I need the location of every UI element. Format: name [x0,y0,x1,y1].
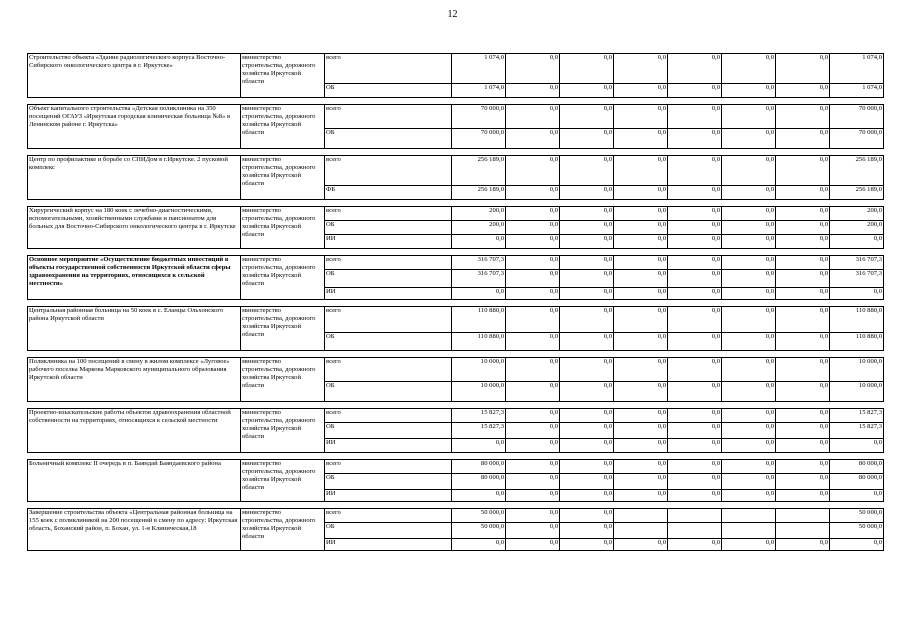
total-value: 0,0 [830,490,884,502]
year-value: 0,0 [614,186,668,200]
funding-source: всего [325,409,452,423]
row-spacer [28,98,884,105]
year-value: 0,0 [560,129,614,149]
year-value: 0,0 [614,382,668,402]
row-spacer [28,402,884,409]
year-value: 0,0 [452,490,506,502]
year-value: 0,0 [776,221,830,235]
year-value: 0,0 [560,523,614,539]
funding-source: ИИ [325,235,452,249]
year-value: 0,0 [452,539,506,551]
year-value: 0,0 [560,509,614,523]
year-value: 0,0 [668,439,722,453]
funding-source: ФБ [325,186,452,200]
total-value: 70 000,0 [830,105,884,129]
year-value: 0,0 [776,105,830,129]
project-name: Проектно-изыскательские работы объектов здравоохранения областной собственности на территориях, относящихся к сельской местности [28,409,241,453]
table-row [28,409,884,423]
year-value: 0,0 [776,409,830,423]
year-value [668,509,722,523]
year-value: 0,0 [722,221,776,235]
year-value: 0,0 [506,221,560,235]
funding-source: ИИ [325,539,452,551]
year-value: 0,0 [560,235,614,249]
funding-source: ИИ [325,490,452,502]
total-value: 15 827,3 [830,409,884,423]
project-name: Хирургический корпус на 180 коек с лечебно-диагностическими, вспомогательными, хозяйственными службами и пансионатом для больных для Восточно-Сибирского онкологического центра в г. Иркутске [28,207,241,249]
row-spacer-cell [28,249,884,256]
year-value: 0,0 [722,105,776,129]
year-value: 0,0 [722,439,776,453]
year-value: 0,0 [722,156,776,186]
funding-source: ИИ [325,439,452,453]
total-value: 256 189,0 [830,186,884,200]
year-value: 0,0 [614,409,668,423]
year-value: 0,0 [560,439,614,453]
total-value: 0,0 [830,539,884,551]
project-executor: министерство строительства, дорожного хозяйства Иркутской области [241,105,325,149]
year-value: 0,0 [614,358,668,382]
funding-source: всего [325,509,452,523]
year-value: 200,0 [452,207,506,221]
year-value [776,509,830,523]
year-value: 0,0 [668,235,722,249]
year-value: 0,0 [722,423,776,439]
year-value: 0,0 [506,490,560,502]
row-spacer-cell [28,502,884,509]
row-spacer-cell [28,453,884,460]
table-row [28,207,884,221]
year-value: 0,0 [722,382,776,402]
year-value: 0,0 [668,409,722,423]
total-value: 15 827,3 [830,423,884,439]
year-value: 0,0 [560,207,614,221]
year-value: 0,0 [776,129,830,149]
year-value: 0,0 [668,288,722,300]
year-value: 0,0 [614,474,668,490]
year-value: 80 000,0 [452,474,506,490]
year-value: 0,0 [776,156,830,186]
row-spacer-cell [28,200,884,207]
year-value: 0,0 [560,307,614,333]
project-name: Больничный комплекс II очередь в п. Баяндай Баяндаевского района [28,460,241,502]
year-value: 0,0 [506,186,560,200]
table-row [28,156,884,186]
year-value: 0,0 [722,129,776,149]
row-spacer [28,149,884,156]
budget-table-body [28,54,884,551]
row-spacer [28,502,884,509]
year-value: 0,0 [506,474,560,490]
year-value [776,523,830,539]
funding-source: ОБ [325,333,452,351]
year-value: 0,0 [722,539,776,551]
funding-source: ОБ [325,129,452,149]
funding-source: всего [325,105,452,129]
year-value: 256 189,0 [452,186,506,200]
year-value: 0,0 [776,256,830,270]
project-name: Центр по профилактике и борьбе со СПИДом в г.Иркутске. 2 пусковой комплекс [28,156,241,200]
year-value: 0,0 [614,333,668,351]
total-value: 10 000,0 [830,382,884,402]
row-spacer [28,200,884,207]
funding-source: всего [325,460,452,474]
year-value: 0,0 [452,288,506,300]
year-value: 0,0 [560,333,614,351]
page-number: 12 [447,9,458,20]
project-executor: министерство строительства, дорожного хозяйства Иркутской области [241,54,325,98]
year-value: 0,0 [776,539,830,551]
year-value: 0,0 [722,207,776,221]
year-value: 0,0 [506,256,560,270]
year-value: 0,0 [614,270,668,288]
row-spacer-cell [28,351,884,358]
funding-source: всего [325,256,452,270]
year-value: 0,0 [722,333,776,351]
total-value: 316 707,3 [830,270,884,288]
total-value: 50 000,0 [830,509,884,523]
year-value: 256 189,0 [452,156,506,186]
year-value: 0,0 [668,333,722,351]
project-executor: министерство строительства, дорожного хозяйства Иркутской области [241,509,325,551]
total-value: 0,0 [830,439,884,453]
year-value: 0,0 [614,423,668,439]
year-value: 0,0 [614,129,668,149]
year-value: 0,0 [506,105,560,129]
year-value: 0,0 [506,523,560,539]
year-value: 0,0 [614,460,668,474]
total-value: 50 000,0 [830,523,884,539]
year-value: 0,0 [668,221,722,235]
funding-source: всего [325,54,452,84]
table-row [28,256,884,270]
year-value [614,509,668,523]
year-value: 0,0 [668,539,722,551]
year-value: 0,0 [614,105,668,129]
total-value: 1 074,0 [830,54,884,84]
table-row [28,307,884,333]
funding-source: всего [325,156,452,186]
year-value: 0,0 [560,288,614,300]
year-value: 0,0 [560,409,614,423]
year-value: 0,0 [560,84,614,98]
year-value: 0,0 [668,54,722,84]
year-value: 0,0 [668,358,722,382]
year-value: 0,0 [614,84,668,98]
year-value: 0,0 [776,84,830,98]
row-spacer [28,249,884,256]
project-name: Строительство объекта «Здание радиологического корпуса Восточно-Сибирского онкологического центра в г. Иркутске» [28,54,241,98]
project-executor: министерство строительства, дорожного хозяйства Иркутской области [241,409,325,453]
project-executor: министерство строительства, дорожного хозяйства Иркутской области [241,460,325,502]
row-spacer [28,453,884,460]
year-value [722,509,776,523]
year-value: 0,0 [560,490,614,502]
year-value [722,523,776,539]
row-spacer [28,300,884,307]
year-value: 70 000,0 [452,105,506,129]
year-value: 0,0 [560,382,614,402]
project-name: Основное мероприятие «Осуществление бюджетных инвестиций в объекты государственной собственности Иркутской области сферы здравоохранения на территориях, относящихся к сельской местности» [28,256,241,300]
year-value: 0,0 [506,156,560,186]
year-value [614,523,668,539]
year-value: 0,0 [506,509,560,523]
year-value: 80 000,0 [452,460,506,474]
year-value: 70 000,0 [452,129,506,149]
year-value: 0,0 [722,490,776,502]
year-value: 0,0 [614,54,668,84]
funding-source: ОБ [325,423,452,439]
year-value: 0,0 [668,256,722,270]
year-value: 0,0 [614,221,668,235]
year-value: 0,0 [722,270,776,288]
year-value: 0,0 [614,539,668,551]
year-value: 0,0 [776,474,830,490]
year-value: 0,0 [614,490,668,502]
year-value: 0,0 [668,460,722,474]
table-row [28,460,884,474]
year-value: 0,0 [614,207,668,221]
year-value: 0,0 [776,54,830,84]
table-row [28,105,884,129]
project-name: Объект капитального строительства «Детская поликлиника на 350 посещений ОГАУЗ «Иркутская городская клиническая больница №8» в Ленинском районе г. Иркутска» [28,105,241,149]
project-name: Завершение строительства объекта «Центральная районная больница на 155 коек с поликлиникой на 200 посещений в смену по адресу: Иркутская область, Боханский район, п. Бохан, ул. 1-я Клиническая,18 [28,509,241,551]
year-value: 0,0 [506,382,560,402]
budget-table [27,53,884,551]
year-value: 110 880,0 [452,307,506,333]
year-value: 0,0 [668,105,722,129]
year-value: 0,0 [668,186,722,200]
year-value: 0,0 [722,84,776,98]
year-value: 0,0 [452,235,506,249]
total-value: 0,0 [830,235,884,249]
year-value: 0,0 [614,307,668,333]
year-value: 0,0 [506,409,560,423]
year-value: 0,0 [506,270,560,288]
total-value: 0,0 [830,288,884,300]
year-value: 0,0 [506,288,560,300]
year-value: 0,0 [722,307,776,333]
year-value: 0,0 [722,460,776,474]
year-value: 0,0 [560,221,614,235]
total-value: 1 074,0 [830,84,884,98]
year-value: 0,0 [560,54,614,84]
row-spacer-cell [28,149,884,156]
year-value: 10 000,0 [452,358,506,382]
year-value: 50 000,0 [452,509,506,523]
year-value: 0,0 [722,235,776,249]
year-value: 0,0 [776,235,830,249]
project-name: Центральная районная больница на 50 коек в с. Еланцы Ольхонского района Иркутской области [28,307,241,351]
year-value: 0,0 [668,84,722,98]
year-value: 0,0 [614,288,668,300]
year-value: 0,0 [668,474,722,490]
project-executor: министерство строительства, дорожного хозяйства Иркутской области [241,358,325,402]
year-value: 0,0 [668,270,722,288]
year-value: 0,0 [560,358,614,382]
funding-source: всего [325,307,452,333]
year-value: 0,0 [722,186,776,200]
year-value: 15 827,3 [452,409,506,423]
total-value: 80 000,0 [830,460,884,474]
funding-source: ИИ [325,288,452,300]
project-executor: министерство строительства, дорожного хозяйства Иркутской области [241,207,325,249]
year-value: 0,0 [776,490,830,502]
total-value: 200,0 [830,207,884,221]
table-row [28,358,884,382]
funding-source: ОБ [325,382,452,402]
project-executor: министерство строительства, дорожного хозяйства Иркутской области [241,256,325,300]
year-value: 0,0 [506,54,560,84]
year-value: 0,0 [560,539,614,551]
funding-source: ОБ [325,270,452,288]
year-value: 0,0 [776,288,830,300]
year-value: 0,0 [506,358,560,382]
funding-source: ОБ [325,474,452,490]
year-value: 110 880,0 [452,333,506,351]
year-value: 0,0 [776,460,830,474]
year-value: 0,0 [560,256,614,270]
project-executor: министерство строительства, дорожного хозяйства Иркутской области [241,156,325,200]
year-value: 0,0 [668,307,722,333]
total-value: 256 189,0 [830,156,884,186]
year-value: 0,0 [722,54,776,84]
year-value: 0,0 [722,288,776,300]
year-value: 0,0 [668,129,722,149]
year-value: 0,0 [668,490,722,502]
year-value: 10 000,0 [452,382,506,402]
year-value: 0,0 [776,186,830,200]
year-value: 1 074,0 [452,54,506,84]
year-value: 0,0 [614,439,668,453]
year-value: 0,0 [506,460,560,474]
row-spacer-cell [28,98,884,105]
funding-source: ОБ [325,523,452,539]
funding-source: ОБ [325,84,452,98]
year-value: 0,0 [776,333,830,351]
year-value: 1 074,0 [452,84,506,98]
year-value: 0,0 [722,474,776,490]
project-name: Поликлиника на 100 посещений в смену в жилом комплексе «Луговое» рабочего поселка Маркова Марковского муниципального образования Иркутской области [28,358,241,402]
year-value: 316 707,3 [452,256,506,270]
year-value: 0,0 [452,439,506,453]
total-value: 110 880,0 [830,333,884,351]
year-value: 0,0 [560,186,614,200]
year-value: 0,0 [506,439,560,453]
year-value: 0,0 [776,358,830,382]
row-spacer [28,351,884,358]
year-value: 0,0 [668,207,722,221]
year-value: 0,0 [614,156,668,186]
total-value: 70 000,0 [830,129,884,149]
year-value: 0,0 [668,156,722,186]
funding-source: всего [325,207,452,221]
total-value: 200,0 [830,221,884,235]
year-value: 0,0 [506,129,560,149]
year-value: 0,0 [506,333,560,351]
year-value: 0,0 [614,235,668,249]
year-value: 0,0 [668,382,722,402]
year-value: 0,0 [722,358,776,382]
year-value: 0,0 [776,307,830,333]
year-value: 0,0 [722,409,776,423]
table-row [28,509,884,523]
row-spacer-cell [28,402,884,409]
table-row [28,54,884,84]
year-value: 0,0 [560,474,614,490]
total-value: 80 000,0 [830,474,884,490]
year-value: 0,0 [776,439,830,453]
year-value: 0,0 [560,105,614,129]
year-value: 0,0 [776,270,830,288]
funding-source: ОБ [325,221,452,235]
year-value: 0,0 [560,156,614,186]
year-value: 0,0 [506,207,560,221]
year-value: 0,0 [506,307,560,333]
year-value: 0,0 [560,423,614,439]
year-value: 50 000,0 [452,523,506,539]
year-value: 0,0 [506,235,560,249]
year-value: 0,0 [614,256,668,270]
total-value: 110 880,0 [830,307,884,333]
year-value: 0,0 [506,539,560,551]
year-value: 0,0 [776,423,830,439]
year-value: 0,0 [506,84,560,98]
year-value: 316 707,3 [452,270,506,288]
year-value: 0,0 [560,270,614,288]
year-value: 0,0 [668,423,722,439]
year-value: 0,0 [776,207,830,221]
year-value: 0,0 [776,382,830,402]
funding-source: всего [325,358,452,382]
year-value: 0,0 [506,423,560,439]
year-value: 200,0 [452,221,506,235]
total-value: 316 707,3 [830,256,884,270]
project-executor: министерство строительства, дорожного хозяйства Иркутской области [241,307,325,351]
year-value: 0,0 [722,256,776,270]
row-spacer-cell [28,300,884,307]
year-value [668,523,722,539]
year-value: 15 827,3 [452,423,506,439]
year-value: 0,0 [560,460,614,474]
total-value: 10 000,0 [830,358,884,382]
